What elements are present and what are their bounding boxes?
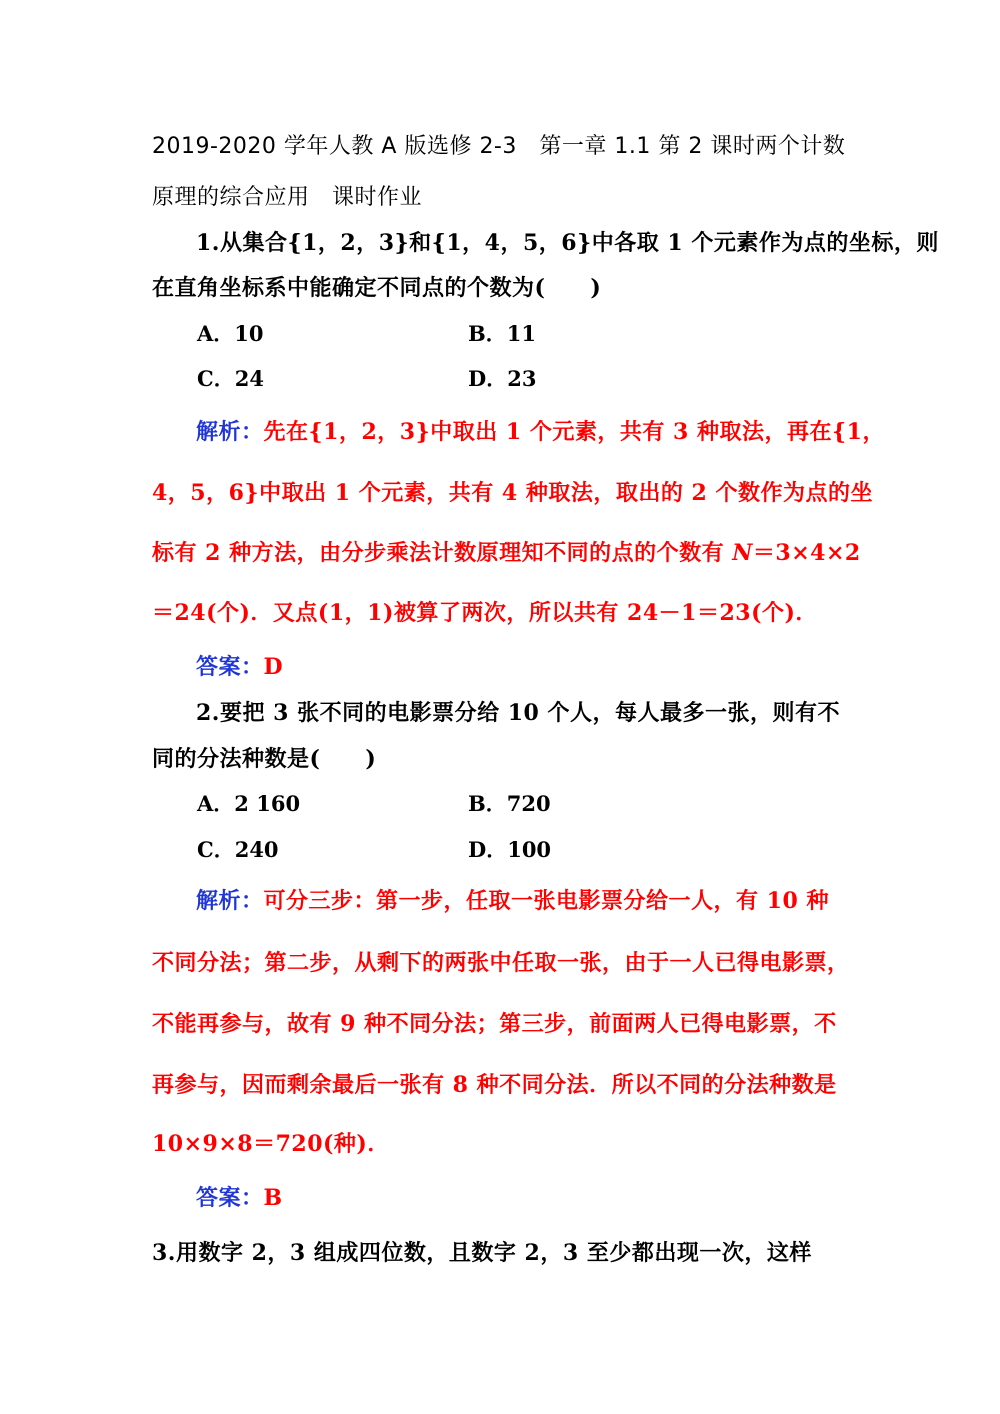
question-1-answer	[196, 652, 283, 683]
question-1-line-2: 在直角坐标系中能确定不同点的个数为( )	[152, 275, 602, 301]
question-2-analysis-line-1	[196, 886, 829, 917]
question-1-analysis-line-1	[196, 417, 885, 448]
question-2-analysis-line-5: 10×9×8＝720(种)．	[152, 1131, 390, 1157]
question-2-option-b: B．720	[468, 791, 551, 816]
question-1-analysis-line-3	[152, 538, 861, 568]
question-2-option-a: A．2 160	[197, 791, 301, 816]
question-1-analysis-line-4: ＝24(个)．又点(1，1)被算了两次，所以共有 24－1＝23(个)．	[152, 600, 818, 626]
analysis-text: 标有 2 种方法，由分步乘法计数原理知不同的点的个数有	[152, 540, 733, 566]
answer-label: 答案：	[196, 1186, 264, 1211]
question-2-answer	[196, 1183, 283, 1214]
question-2-analysis-line-2: 不同分法；第二步，从剩下的两张中任取一张，由于一人已得电影票，	[152, 950, 850, 976]
question-2-option-c: C．240	[197, 837, 279, 862]
analysis-text: ＝3×4×2	[752, 540, 861, 566]
question-1-option-c: C．24	[197, 366, 264, 391]
analysis-variable: N	[732, 540, 753, 566]
answer-value: D	[263, 654, 284, 680]
page-title-line-2: 原理的综合应用 课时作业	[152, 185, 423, 210]
answer-value: B	[263, 1185, 283, 1211]
question-1-line-1: 1.从集合{1，2，3}和{1，4，5，6}中各取 1 个元素作为点的坐标，则	[196, 230, 939, 256]
question-2-line-2: 同的分法种数是( )	[152, 746, 377, 772]
question-2-analysis-line-4: 再参与，因而剩余最后一张有 8 种不同分法．所以不同的分法种数是	[152, 1072, 837, 1098]
analysis-label: 解析：	[196, 889, 264, 914]
question-2-option-d: D．100	[468, 837, 552, 862]
question-2-line-1: 2.要把 3 张不同的电影票分给 10 个人，每人最多一张，则有不	[196, 700, 841, 726]
question-1-option-d: D．23	[468, 366, 537, 391]
analysis-text: 先在{1，2，3}中取出 1 个元素，共有 3 种取法，再在{1，	[263, 419, 885, 445]
question-1-option-a: A．10	[197, 321, 264, 346]
analysis-label: 解析：	[196, 420, 264, 445]
analysis-text: 可分三步：第一步，任取一张电影票分给一人，有 10 种	[263, 888, 829, 914]
answer-label: 答案：	[196, 655, 264, 680]
question-1-option-b: B．11	[468, 321, 536, 346]
question-1-analysis-line-2: 4，5，6}中取出 1 个元素，共有 4 种取法，取出的 2 个数作为点的坐	[152, 480, 873, 506]
question-2-analysis-line-3: 不能再参与，故有 9 种不同分法；第三步，前面两人已得电影票，不	[152, 1011, 837, 1037]
question-3-line-1: 3.用数字 2，3 组成四位数，且数字 2，3 至少都出现一次，这样	[152, 1240, 812, 1266]
page-title-line-1: 2019-2020 学年人教 A 版选修 2-3 第一章 1.1 第 2 课时两个计数	[152, 134, 846, 159]
